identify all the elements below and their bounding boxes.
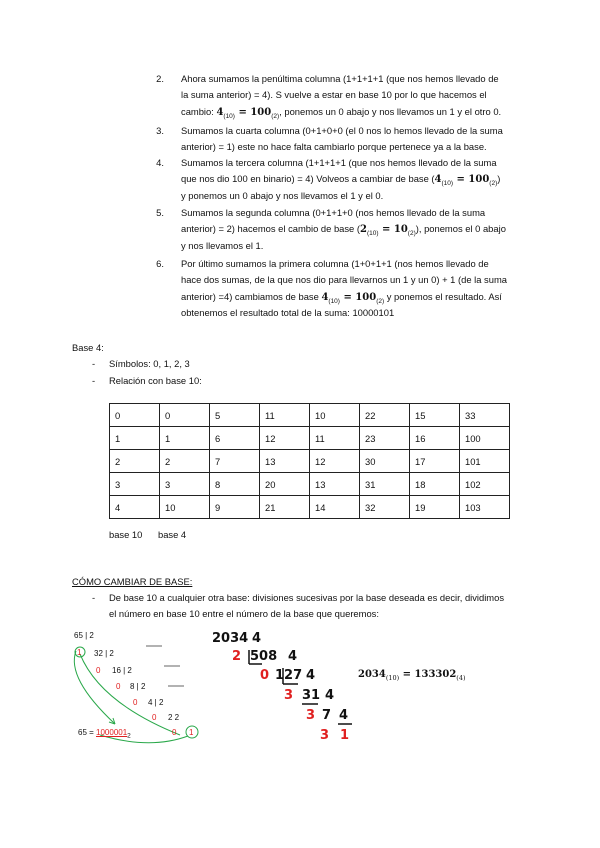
hw-result: $65 = 1000001_2$: [78, 728, 131, 740]
hw-row-65: 65 | 2: [74, 631, 94, 640]
table-cell: 23: [360, 427, 410, 450]
hw-remainder: 0: [152, 713, 157, 722]
result-equation: $2034_{(10)} = 133302_{(4)}$: [358, 669, 466, 682]
table-row: [110, 450, 510, 473]
table-cell: 2: [160, 450, 210, 473]
hw-remainder: 0: [260, 668, 270, 683]
bullet-dash: -: [92, 375, 96, 386]
base4-table: [109, 403, 510, 519]
bullet-relacion: Relación con base 10:: [109, 375, 202, 386]
table-cell: 12: [260, 427, 310, 450]
hw-remainder: 0: [172, 728, 177, 737]
table-cell: 18: [410, 473, 460, 496]
hw-divisor: 4: [339, 708, 349, 723]
hw-remainder: 3: [320, 728, 330, 743]
table-cell: 10: [310, 404, 360, 427]
list-item-line: Sumamos la segunda columna (0+1+1+0 (nos hemos llevado de la suma: [181, 207, 486, 218]
table-cell: 5: [210, 404, 260, 427]
table-cell: 100: [460, 427, 510, 450]
hw-remainder: 1: [189, 728, 194, 737]
cambio-text-line1: De base 10 a cualquier otra base: divisiones sucesivas por la base deseada es decir, dividimos: [109, 592, 505, 603]
bullet-dash: -: [92, 592, 96, 603]
table-cell: 1: [160, 427, 210, 450]
table-cell: 103: [460, 496, 510, 519]
list-item-line: Sumamos la tercera columna (1+1+1+1 (que nos hemos llevado de la suma: [181, 157, 497, 168]
hw-divisor: 4: [252, 631, 262, 646]
table-row: [110, 404, 510, 427]
list-item-line: Por último sumamos la primera columna (1+0+1+1 (nos hemos llevado de: [181, 258, 489, 269]
table-cell: 3: [160, 473, 210, 496]
table-cell: 12: [310, 450, 360, 473]
table-cell: 19: [410, 496, 460, 519]
heading-cambiar-base: CÓMO CAMBIAR DE BASE:: [72, 576, 193, 587]
list-number: 2.: [156, 73, 164, 84]
table-cell: 11: [310, 427, 360, 450]
section-title-base4: Base 4:: [72, 342, 104, 353]
hw-row-16: 16 | 2: [112, 666, 132, 675]
list-item-line: Sumamos la cuarta columna (0+1+0+0 (el 0 nos lo hemos llevado de la suma: [181, 125, 503, 136]
table-cell: 0: [160, 404, 210, 427]
hw-row-32: 32 | 2: [94, 649, 114, 658]
bullet-dash: -: [92, 358, 96, 369]
table-cell: 32: [360, 496, 410, 519]
table-cell: 4: [110, 496, 160, 519]
hw-row-4: 4 | 2: [148, 698, 164, 707]
table-cell: 101: [460, 450, 510, 473]
table-row: [110, 473, 510, 496]
hw-quotient-127: 127: [275, 668, 303, 683]
list-item-line: hace dos sumas, de la que nos dio para llevarnos un 1 y un 0) + 1 (de la suma: [181, 274, 507, 286]
hw-remainder: 3: [284, 688, 294, 703]
table-cell: 3: [110, 473, 160, 496]
table-cell: 13: [260, 450, 310, 473]
hw-quotient-7: 7: [322, 708, 332, 723]
table-row: [110, 496, 510, 519]
list-number: 4.: [156, 157, 164, 168]
table-cell: 20: [260, 473, 310, 496]
list-item-line: anterior) = 2) hacemos el cambio de base $(2_{(10)} = 10_{(2)})$, ponemos el 0 abajo: [181, 223, 506, 238]
table-cell: 21: [260, 496, 310, 519]
table-cell: 13: [310, 473, 360, 496]
hw-divisor: 4: [288, 649, 298, 664]
table-cell: 6: [210, 427, 260, 450]
table-cell: 8: [210, 473, 260, 496]
table-cell: 17: [410, 450, 460, 473]
table-cell: 10: [160, 496, 210, 519]
table-cell: 30: [360, 450, 410, 473]
list-item-line: anterior) = 1) este no hace falta cambiarlo porque pertenece ya a la base.: [181, 141, 487, 153]
caption-base4: base 4: [158, 529, 187, 540]
table-cell: 102: [460, 473, 510, 496]
hw-divisor: 4: [325, 688, 335, 703]
hw-quotient-31: 31: [302, 688, 321, 703]
list-number: 6.: [156, 258, 164, 269]
hw-divisor: 4: [306, 668, 316, 683]
table-cell: 22: [360, 404, 410, 427]
hw-remainder: 0: [96, 666, 101, 675]
hw-remainder: 3: [306, 708, 316, 723]
table-row: [110, 427, 510, 450]
list-item-line: cambio: $4_{(10)} = 100_{(2)}$, ponemos un 0 abajo y nos llevamos un 1 y el otro 0.: [181, 105, 502, 120]
cambio-text-line2: el número en base 10 entre el número de la base que queremos:: [109, 608, 379, 619]
table-cell: 33: [460, 404, 510, 427]
table-cell: 2: [110, 450, 160, 473]
table-cell: 11: [260, 404, 310, 427]
caption-base10: base 10: [109, 529, 143, 540]
table-cell: 0: [110, 404, 160, 427]
hw-remainder: 1: [340, 728, 350, 743]
hw-remainder: 0: [133, 698, 138, 707]
bullet-simbolos: Símbolos: 0, 1, 2, 3: [109, 358, 190, 369]
hw-row-2: 2 2: [168, 713, 180, 722]
table-cell: 1: [110, 427, 160, 450]
hw-remainder: 1: [77, 648, 82, 657]
list-number: 5.: [156, 207, 164, 218]
table-cell: 16: [410, 427, 460, 450]
hw-remainder: 0: [116, 682, 121, 691]
hw-quotient-508: 508: [250, 649, 278, 664]
hw-row-8: 8 | 2: [130, 682, 146, 691]
list-item-line: y ponemos un 0 abajo y nos llevamos el 1 y el 0.: [181, 189, 384, 201]
table-cell: 14: [310, 496, 360, 519]
list-item-line: que nos dio 100 en binario) = 4) Volveos a cambiar de base $(4_{(10)} = 100_{(2)})$: [181, 173, 501, 188]
table-cell: 31: [360, 473, 410, 496]
list-item-line: obtenemos el resultado total de la suma: 10000101: [181, 306, 395, 318]
list-item-line: y nos llevamos el 1.: [181, 239, 264, 251]
hw-remainder: 2: [232, 649, 242, 664]
list-number: 3.: [156, 125, 164, 136]
table-cell: 9: [210, 496, 260, 519]
list-item-line: anterior) =4) cambiamos de base $4_{(10)} = 100_{(2)}$ y ponemos el resultado. Así: [181, 290, 502, 305]
list-item-line: la suma anterior) = 4). S vuelve a estar en base 10 por lo que hacemos el: [181, 89, 487, 101]
hw-2034: 2034: [212, 631, 249, 646]
table-cell: 15: [410, 404, 460, 427]
list-item-line: Ahora sumamos la penúltima columna (1+1+1+1 (que nos hemos llevado de: [181, 73, 499, 84]
table-cell: 7: [210, 450, 260, 473]
